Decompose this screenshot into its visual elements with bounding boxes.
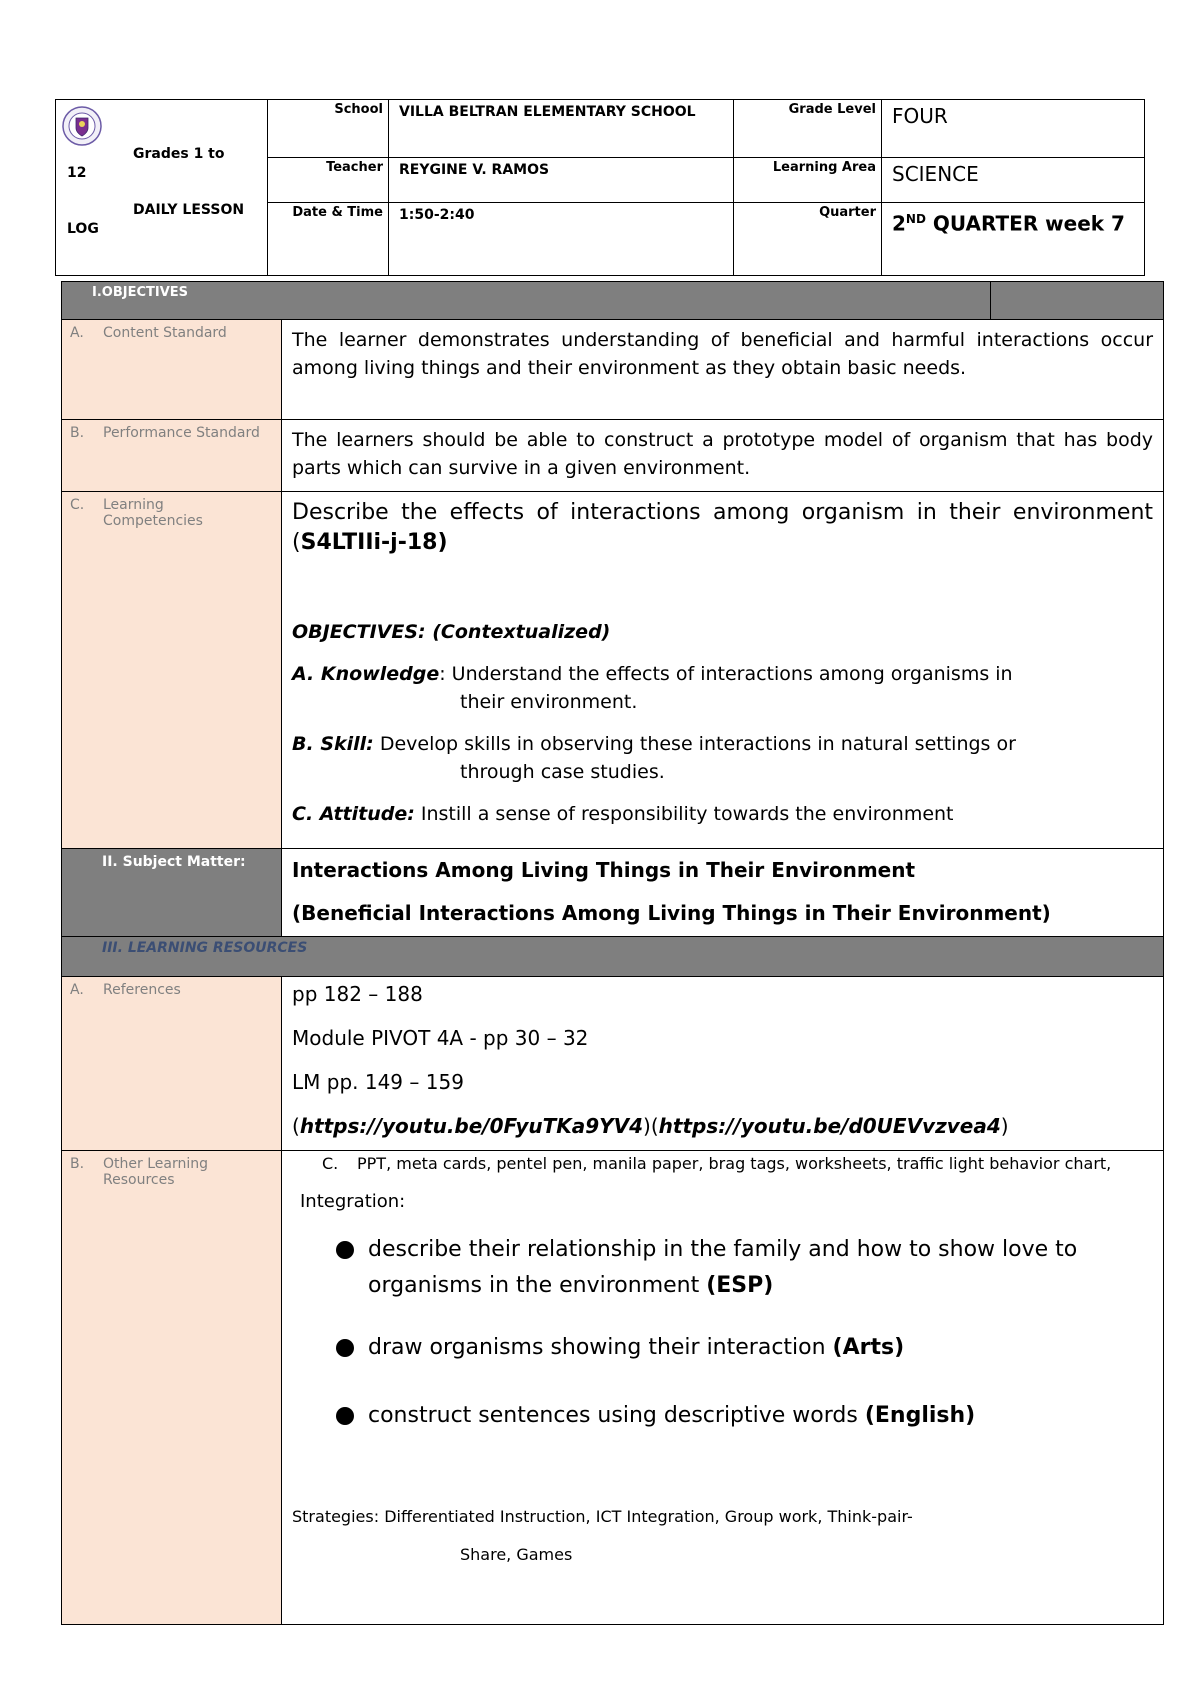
teacher-value: REYGINE V. RAMOS — [389, 158, 734, 203]
logo-cell — [56, 100, 268, 276]
objectives-title: I.OBJECTIVES — [62, 282, 991, 320]
objectives-bar-end — [991, 282, 1164, 320]
date-time-value: 1:50-2:40 — [389, 203, 734, 276]
skill-objective: B. Skill: Develop skills in observing these interactions in natural settings or through case studies. — [292, 733, 1016, 783]
grade-level-value: FOUR — [882, 100, 1145, 158]
quarter-label: Quarter — [734, 203, 882, 276]
grade-level-label: Grade Level — [734, 100, 882, 158]
teacher-label: Teacher — [268, 158, 389, 203]
date-time-label: Date & Time — [268, 203, 389, 276]
subject-line-2: (Beneficial Interactions Among Living Things in Their Environment) — [292, 901, 1051, 925]
logo-line-2: 12 — [67, 165, 87, 181]
subject-matter-content — [282, 849, 1164, 937]
attitude-objective: C. Attitude: Instill a sense of responsibility towards the environment — [292, 803, 954, 825]
integration-bullet: construct sentences using descriptive words (English) — [336, 1398, 1153, 1434]
header-table — [55, 99, 1145, 276]
integration-bullet: describe their relationship in the family and how to show love to organisms in the environment (ESP) — [336, 1232, 1153, 1304]
quarter-value: 2ND QUARTER week 7 — [882, 203, 1145, 276]
subject-line-1: Interactions Among Living Things in Their Environment — [292, 858, 916, 882]
school-label: School — [268, 100, 389, 158]
bullet-icon — [336, 1241, 354, 1259]
strategies-continued: Share, Games — [460, 1545, 573, 1564]
learning-competencies-content — [282, 492, 1164, 849]
integration-label: Integration: — [300, 1191, 406, 1212]
objectives-contextualized-heading: OBJECTIVES: (Contextualized) — [292, 621, 611, 643]
integration-bullet: draw organisms showing their interaction (Arts) — [336, 1330, 1153, 1366]
lesson-table — [61, 281, 1164, 1625]
performance-standard-label: B. Performance Standard — [62, 420, 282, 492]
knowledge-objective: A. Knowledge: Understand the effects of interactions among organisms in their environment. — [292, 663, 1013, 713]
reference-links: (https://youtu.be/0FyuTKa9YV4)(https://youtu.be/d0UEVvzvea4) — [292, 1114, 1009, 1138]
reference-item: LM pp. 149 – 159 — [292, 1070, 464, 1094]
learning-area-label: Learning Area — [734, 158, 882, 203]
video-link-2[interactable]: https://youtu.be/d0UEVvzvea4 — [658, 1114, 1001, 1138]
competency-text: Describe the effects of interactions among organism in their environment (S4LTIIi-j-18) — [292, 500, 1154, 555]
video-link-1[interactable]: https://youtu.be/0FyuTKa9YV4 — [299, 1114, 644, 1138]
learning-resources-title: III. LEARNING RESOURCES — [62, 937, 1164, 977]
other-resources-label: B. Other Learning Resources — [62, 1151, 282, 1625]
logo-line-1: Grades 1 to — [133, 146, 225, 162]
materials-item: C. PPT, meta cards, pentel pen, manila paper, brag tags, worksheets, traffic light behavior chart, — [322, 1154, 1112, 1173]
performance-standard-text: The learners should be able to construct a prototype model of organism that has body parts which can survive in a given environment. — [282, 420, 1164, 492]
logo-line-4: LOG — [67, 221, 99, 237]
learning-area-value: SCIENCE — [882, 158, 1145, 203]
school-value: VILLA BELTRAN ELEMENTARY SCHOOL — [389, 100, 734, 158]
content-standard-label: A. Content Standard — [62, 320, 282, 420]
references-content — [282, 977, 1164, 1151]
deped-seal-icon — [62, 106, 102, 146]
subject-matter-label: II. Subject Matter: — [62, 849, 282, 937]
references-label: A. References — [62, 977, 282, 1151]
other-resources-content — [282, 1151, 1164, 1625]
bullet-icon — [336, 1407, 354, 1425]
content-standard-text: The learner demonstrates understanding of beneficial and harmful interactions occur among living things and their environment as they obtain basic needs. — [282, 320, 1164, 420]
reference-item: Module PIVOT 4A - pp 30 – 32 — [292, 1026, 589, 1050]
strategies-text: Strategies: Differentiated Instruction, ICT Integration, Group work, Think-pair- — [292, 1507, 913, 1526]
reference-item: pp 182 – 188 — [292, 982, 423, 1006]
learning-competencies-label: C. Learning Competencies — [62, 492, 282, 849]
bullet-icon — [336, 1339, 354, 1357]
logo-line-3: DAILY LESSON — [133, 202, 245, 218]
